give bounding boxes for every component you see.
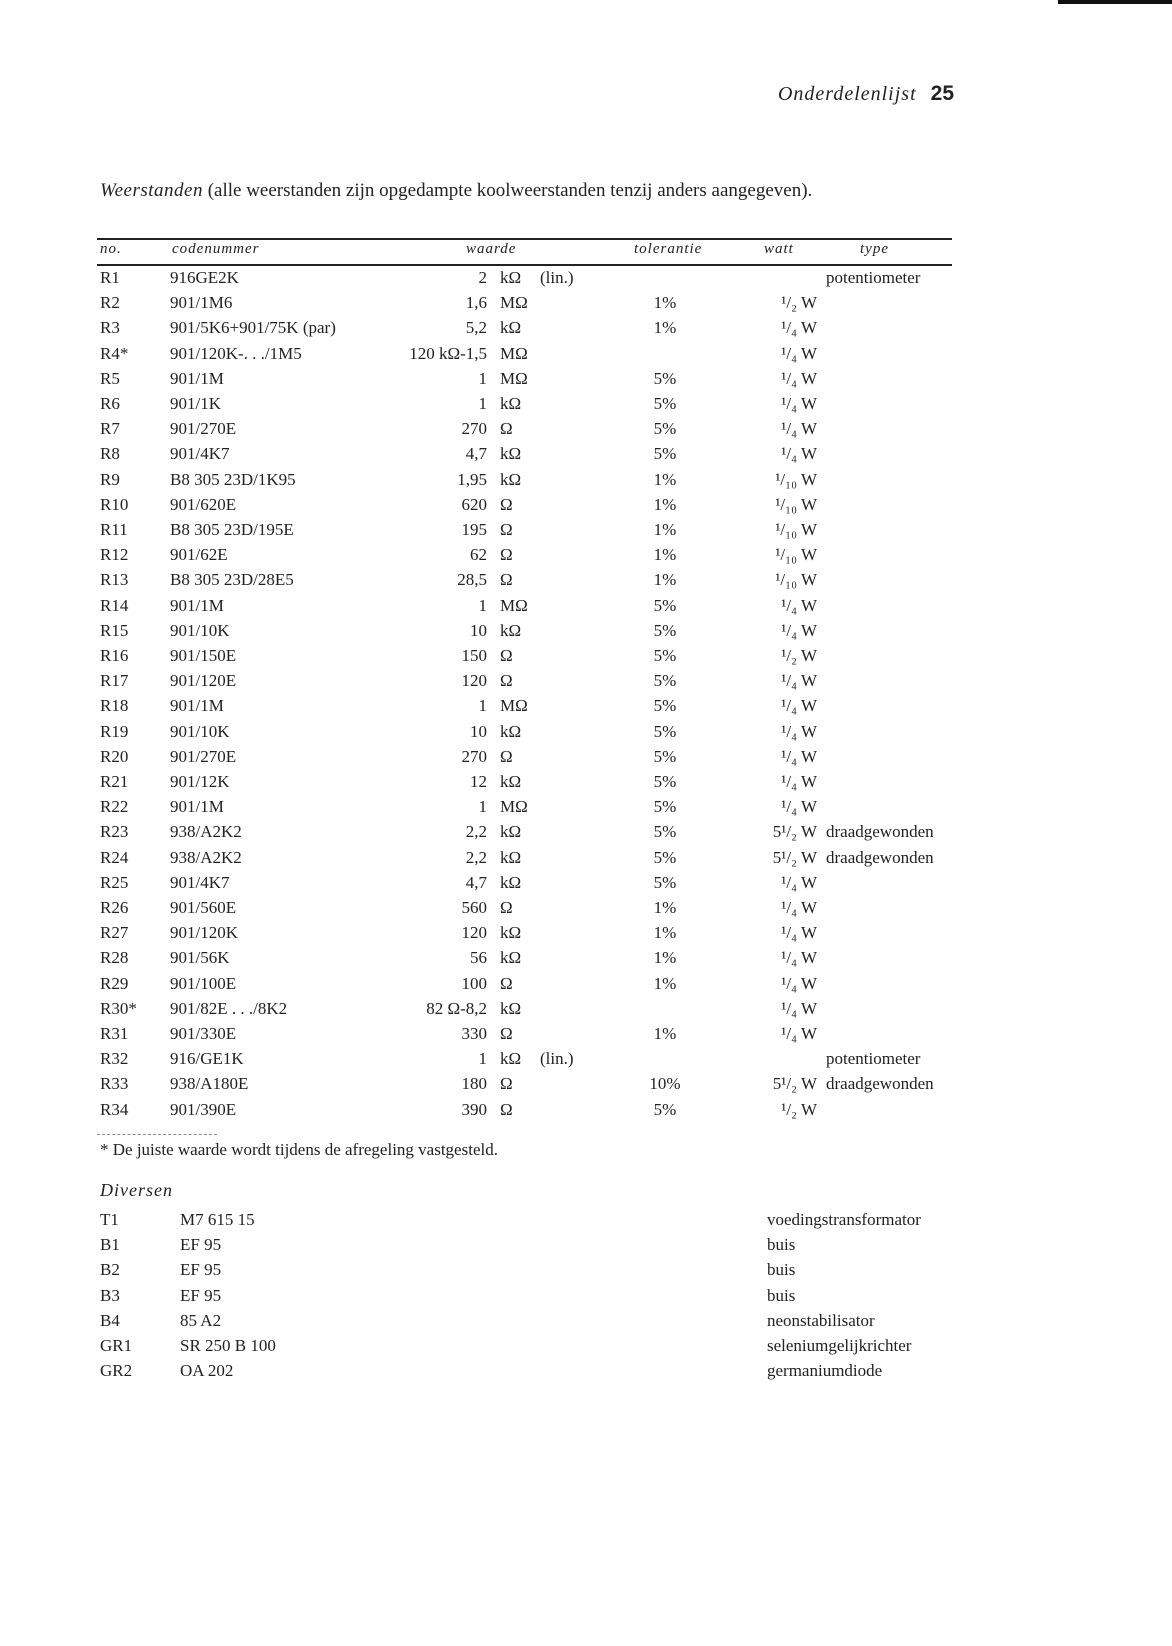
list-item — [0, 1210, 1172, 1235]
value-number: 2,2 — [465, 847, 487, 867]
value-unit: kΩ — [500, 772, 522, 791]
table-row — [0, 621, 1172, 646]
table-row — [0, 1049, 1172, 1074]
part-code: 85 A2 — [180, 1310, 222, 1330]
table-row — [0, 369, 1172, 394]
code-number: 938/A2K2 — [170, 847, 242, 867]
component-no: R14 — [100, 595, 129, 615]
value-unit: Ω — [500, 419, 513, 439]
value-unit: Ω — [500, 1024, 513, 1043]
value-number: 82 Ω-8,2 — [426, 998, 487, 1018]
table-row — [0, 394, 1172, 419]
value-unit: Ω — [500, 545, 513, 565]
table-row — [0, 772, 1172, 797]
component-no: R28 — [100, 948, 129, 968]
table-row — [0, 923, 1172, 948]
component-no: R29 — [100, 973, 129, 993]
value-unit: kΩ — [500, 469, 522, 489]
table-row — [0, 495, 1172, 520]
intro-text: (alle weerstanden zijn opgedampte koolweerstanden tenzij anders aangegeven). — [202, 180, 813, 201]
value-number: 5,2 — [465, 318, 487, 338]
col-no: no. — [100, 241, 122, 257]
part-description: germaniumdiode — [767, 1361, 883, 1381]
code-number: 901/390E — [170, 1099, 237, 1119]
scan-edge-bar — [1058, 0, 1172, 4]
component-no: R3 — [100, 318, 120, 338]
code-number: 901/10K — [170, 620, 230, 640]
component-no: R1 — [100, 268, 120, 287]
component-type: potentiometer — [826, 1049, 921, 1069]
footnote-divider — [97, 1134, 217, 1135]
code-number: 901/270E — [170, 419, 237, 439]
value-unit: kΩ — [500, 1049, 522, 1069]
component-no: R26 — [100, 898, 129, 917]
component-no: R16 — [100, 646, 129, 665]
tolerance: 1% — [653, 973, 677, 993]
value-number: 10 — [470, 721, 487, 741]
value-unit: kΩ — [500, 872, 522, 892]
table-row — [0, 1024, 1172, 1049]
page-header — [778, 82, 954, 106]
component-type: draadgewonden — [826, 1074, 934, 1094]
value-unit: MΩ — [500, 293, 528, 313]
value-number: 56 — [470, 948, 487, 968]
table-row — [0, 848, 1172, 873]
wattage: 5¹/₂ W — [772, 847, 817, 867]
component-no: R34 — [100, 1099, 129, 1119]
component-no: R21 — [100, 772, 129, 791]
value-unit: kΩ — [500, 268, 522, 287]
component-no: R6 — [100, 394, 120, 413]
code-number: 916GE2K — [170, 268, 239, 287]
wattage: ¹/₄ W — [781, 772, 817, 791]
table-row — [0, 293, 1172, 318]
list-item — [0, 1311, 1172, 1336]
tolerance: 5% — [653, 444, 677, 464]
component-no: R9 — [100, 469, 120, 489]
wattage: ¹/₄ W — [781, 998, 817, 1018]
table-row — [0, 898, 1172, 923]
tolerance: 1% — [653, 545, 677, 565]
tolerance: 5% — [653, 394, 677, 413]
tolerance: 5% — [653, 822, 677, 842]
tolerance: 5% — [653, 746, 677, 766]
value-unit: MΩ — [500, 696, 528, 716]
code-number: 901/1M — [170, 368, 224, 388]
value-number: 390 — [461, 1099, 487, 1119]
tolerance: 1% — [653, 923, 677, 943]
code-number: B8 305 23D/195E — [170, 520, 294, 539]
wattage: ¹/₄ W — [781, 898, 817, 917]
tolerance: 5% — [653, 797, 677, 817]
code-number: 901/4K7 — [170, 444, 230, 464]
value-number: 195 — [461, 520, 487, 539]
value-unit: Ω — [500, 494, 513, 514]
value-unit: kΩ — [500, 444, 522, 464]
table-row — [0, 1100, 1172, 1125]
value-unit: Ω — [500, 973, 513, 993]
tolerance: 10% — [649, 1074, 681, 1094]
value-unit: Ω — [500, 898, 513, 917]
tolerance: 5% — [653, 368, 677, 388]
wattage: ¹/₄ W — [781, 671, 817, 691]
part-no: GR1 — [100, 1336, 133, 1355]
wattage: ¹/₁₀ W — [775, 494, 817, 514]
part-description: buis — [767, 1285, 796, 1305]
col-watt: watt — [764, 241, 794, 257]
part-code: M7 615 15 — [180, 1210, 255, 1229]
value-number: 270 — [461, 419, 487, 439]
table-row — [0, 520, 1172, 545]
value-unit: kΩ — [500, 822, 522, 842]
component-no: R23 — [100, 822, 129, 842]
value-number: 1 — [478, 394, 487, 413]
part-no: T1 — [100, 1210, 119, 1229]
tolerance: 1% — [653, 494, 677, 514]
tolerance: 5% — [653, 847, 677, 867]
value-note: (lin.) — [540, 268, 574, 287]
table-row — [0, 470, 1172, 495]
component-no: R13 — [100, 570, 129, 590]
part-code: EF 95 — [180, 1285, 222, 1305]
col-type: type — [860, 241, 889, 257]
value-number: 330 — [461, 1024, 487, 1043]
list-item — [0, 1260, 1172, 1285]
value-number: 120 — [461, 671, 487, 691]
value-number: 4,7 — [465, 872, 487, 892]
code-number: 938/A180E — [170, 1074, 249, 1094]
code-number: 901/1M — [170, 696, 224, 716]
value-number: 10 — [470, 620, 487, 640]
value-unit: Ω — [500, 520, 513, 539]
wattage: ¹/₂ W — [781, 646, 817, 665]
component-no: R33 — [100, 1074, 129, 1094]
wattage: ¹/₂ W — [781, 293, 817, 313]
tolerance: 5% — [653, 620, 677, 640]
value-unit: kΩ — [500, 998, 522, 1018]
table-header — [0, 241, 1172, 263]
value-number: 100 — [461, 973, 487, 993]
tolerance: 5% — [653, 872, 677, 892]
component-no: R17 — [100, 671, 129, 691]
value-number: 1,95 — [457, 469, 487, 489]
tolerance: 1% — [653, 898, 677, 917]
component-no: R10 — [100, 494, 129, 514]
code-number: 901/1M — [170, 797, 224, 817]
wattage: ¹/₄ W — [781, 318, 817, 338]
list-item — [0, 1336, 1172, 1361]
value-number: 1 — [478, 368, 487, 388]
part-code: SR 250 B 100 — [180, 1336, 276, 1355]
code-number: 901/10K — [170, 721, 230, 741]
diversen-title: Diversen — [100, 1180, 173, 1200]
col-code: codenummer — [172, 241, 260, 257]
value-unit: Ω — [500, 746, 513, 766]
wattage: ¹/₄ W — [781, 948, 817, 968]
wattage: ¹/₄ W — [781, 620, 817, 640]
wattage: ¹/₄ W — [781, 444, 817, 464]
section-title: Onderdelenlijst — [777, 83, 917, 105]
tolerance: 1% — [653, 948, 677, 968]
part-description: seleniumgelijkrichter — [767, 1336, 912, 1355]
tolerance: 1% — [653, 293, 677, 313]
intro-paragraph — [100, 176, 952, 205]
page-number: 25 — [930, 82, 954, 105]
component-no: R27 — [100, 923, 129, 943]
table-row — [0, 797, 1172, 822]
component-no: R8 — [100, 444, 120, 464]
table-row — [0, 747, 1172, 772]
code-number: 901/4K7 — [170, 872, 230, 892]
component-no: R25 — [100, 872, 129, 892]
value-number: 620 — [461, 494, 487, 514]
code-number: 938/A2K2 — [170, 822, 242, 842]
code-number: 901/150E — [170, 646, 237, 665]
part-no: B4 — [100, 1310, 120, 1330]
code-number: 916/GE1K — [170, 1049, 244, 1069]
value-number: 120 — [461, 923, 487, 943]
part-no: B2 — [100, 1260, 120, 1280]
component-no: R19 — [100, 721, 129, 741]
value-unit: MΩ — [500, 797, 528, 817]
tolerance: 1% — [653, 570, 677, 590]
wattage: ¹/₄ W — [781, 394, 817, 413]
intro-heading: Weerstanden — [100, 180, 203, 201]
part-no: B1 — [100, 1235, 120, 1255]
list-item — [0, 1286, 1172, 1311]
value-unit: Ω — [500, 1074, 513, 1094]
table-row — [0, 596, 1172, 621]
table-row — [0, 999, 1172, 1024]
table-row — [0, 974, 1172, 999]
table-row — [0, 268, 1172, 293]
value-number: 560 — [461, 898, 487, 917]
value-number: 1 — [478, 595, 487, 615]
wattage: ¹/₄ W — [781, 923, 817, 943]
value-number: 1 — [478, 1049, 487, 1069]
wattage: ¹/₄ W — [781, 797, 817, 817]
wattage: 5¹/₂ W — [772, 822, 817, 842]
value-unit: Ω — [500, 646, 513, 665]
component-no: R31 — [100, 1024, 129, 1043]
value-unit: kΩ — [500, 394, 522, 413]
tolerance: 5% — [653, 595, 677, 615]
value-number: 4,7 — [465, 444, 487, 464]
value-number: 1 — [478, 696, 487, 716]
wattage: ¹/₄ W — [781, 973, 817, 993]
tolerance: 5% — [653, 646, 677, 665]
wattage: ¹/₄ W — [781, 343, 817, 363]
wattage: ¹/₁₀ W — [775, 469, 817, 489]
table-row — [0, 545, 1172, 570]
value-unit: MΩ — [500, 368, 528, 388]
table-row — [0, 646, 1172, 671]
value-unit: kΩ — [500, 721, 522, 741]
wattage: ¹/₄ W — [781, 368, 817, 388]
table-header-rule — [97, 264, 952, 266]
value-number: 150 — [461, 646, 487, 665]
code-number: B8 305 23D/1K95 — [170, 469, 296, 489]
part-no: GR2 — [100, 1361, 133, 1381]
code-number: 901/56K — [170, 948, 230, 968]
component-type: draadgewonden — [826, 822, 934, 842]
wattage: ¹/₁₀ W — [775, 545, 817, 565]
value-unit: kΩ — [500, 847, 522, 867]
code-number: 901/1M — [170, 595, 224, 615]
table-row — [0, 570, 1172, 595]
tolerance: 5% — [653, 696, 677, 716]
value-unit: Ω — [500, 570, 513, 590]
component-no: R4* — [100, 343, 129, 363]
wattage: ¹/₁₀ W — [775, 520, 817, 539]
component-type: potentiometer — [826, 268, 921, 287]
tolerance: 5% — [653, 671, 677, 691]
value-number: 12 — [470, 772, 487, 791]
code-number: 901/5K6+901/75K (par) — [170, 318, 336, 338]
wattage: ¹/₂ W — [781, 1099, 817, 1119]
tolerance: 1% — [653, 520, 677, 539]
value-number: 62 — [470, 545, 487, 565]
table-row — [0, 318, 1172, 343]
col-value: waarde — [466, 241, 517, 257]
table-row — [0, 1074, 1172, 1099]
component-no: R32 — [100, 1049, 129, 1069]
component-no: R24 — [100, 847, 129, 867]
wattage: 5¹/₂ W — [772, 1074, 817, 1094]
table-row — [0, 722, 1172, 747]
component-no: R11 — [100, 520, 128, 539]
code-number: 901/120K-. . ./1M5 — [170, 343, 302, 363]
tolerance: 1% — [653, 1024, 677, 1043]
wattage: ¹/₁₀ W — [775, 570, 817, 590]
wattage: ¹/₄ W — [781, 1024, 817, 1043]
code-number: 901/100E — [170, 973, 237, 993]
value-number: 270 — [461, 746, 487, 766]
table-row — [0, 671, 1172, 696]
component-no: R7 — [100, 419, 120, 439]
part-no: B3 — [100, 1285, 120, 1305]
component-no: R22 — [100, 797, 129, 817]
component-no: R2 — [100, 293, 120, 313]
value-number: 1,6 — [465, 293, 487, 313]
table-row — [0, 444, 1172, 469]
wattage: ¹/₄ W — [781, 595, 817, 615]
component-no: R20 — [100, 746, 129, 766]
part-description: buis — [767, 1260, 796, 1280]
list-item — [0, 1235, 1172, 1260]
code-number: 901/120K — [170, 923, 238, 943]
code-number: B8 305 23D/28E5 — [170, 570, 294, 590]
wattage: ¹/₄ W — [781, 746, 817, 766]
tolerance: 5% — [653, 1099, 677, 1119]
tolerance: 5% — [653, 419, 677, 439]
value-unit: MΩ — [500, 343, 528, 363]
value-unit: kΩ — [500, 318, 522, 338]
code-number: 901/62E — [170, 545, 228, 565]
table-row — [0, 344, 1172, 369]
value-unit: Ω — [500, 1099, 513, 1119]
value-number: 180 — [461, 1074, 487, 1094]
code-number: 901/82E . . ./8K2 — [170, 998, 288, 1018]
tolerance: 5% — [653, 772, 677, 791]
value-unit: kΩ — [500, 923, 522, 943]
value-number: 1 — [478, 797, 487, 817]
code-number: 901/120E — [170, 671, 237, 691]
part-code: OA 202 — [180, 1361, 234, 1381]
part-code: EF 95 — [180, 1235, 222, 1255]
component-no: R30* — [100, 998, 137, 1018]
component-no: R18 — [100, 696, 129, 716]
code-number: 901/1M6 — [170, 293, 233, 313]
value-note: (lin.) — [540, 1049, 574, 1069]
value-unit: Ω — [500, 671, 513, 691]
list-item — [0, 1361, 1172, 1386]
part-description: buis — [767, 1235, 796, 1255]
tolerance: 5% — [653, 721, 677, 741]
code-number: 901/560E — [170, 898, 237, 917]
value-number: 2 — [478, 268, 487, 287]
col-tolerance: tolerantie — [634, 241, 703, 257]
code-number: 901/1K — [170, 394, 221, 413]
table-row — [0, 419, 1172, 444]
value-unit: MΩ — [500, 595, 528, 615]
component-no: R15 — [100, 620, 129, 640]
tolerance: 1% — [653, 318, 677, 338]
code-number: 901/330E — [170, 1024, 237, 1043]
wattage: ¹/₄ W — [781, 872, 817, 892]
component-no: R12 — [100, 545, 129, 565]
table-row — [0, 822, 1172, 847]
component-no: R5 — [100, 368, 120, 388]
value-number: 120 kΩ-1,5 — [409, 343, 487, 363]
wattage: ¹/₄ W — [781, 696, 817, 716]
wattage: ¹/₄ W — [781, 419, 817, 439]
part-code: EF 95 — [180, 1260, 222, 1280]
part-description: voedingstransformator — [767, 1210, 921, 1229]
table-top-rule — [97, 238, 952, 240]
code-number: 901/270E — [170, 746, 237, 766]
part-description: neonstabilisator — [767, 1310, 875, 1330]
code-number: 901/620E — [170, 494, 237, 514]
value-number: 2,2 — [465, 822, 487, 842]
value-number: 28,5 — [457, 570, 487, 590]
value-unit: kΩ — [500, 620, 522, 640]
component-type: draadgewonden — [826, 847, 934, 867]
table-row — [0, 873, 1172, 898]
table-row — [0, 696, 1172, 721]
wattage: ¹/₄ W — [781, 721, 817, 741]
tolerance: 1% — [653, 469, 677, 489]
code-number: 901/12K — [170, 772, 230, 791]
footnote: * De juiste waarde wordt tijdens de afregeling vastgesteld. — [100, 1140, 498, 1159]
value-unit: kΩ — [500, 948, 522, 968]
table-row — [0, 948, 1172, 973]
